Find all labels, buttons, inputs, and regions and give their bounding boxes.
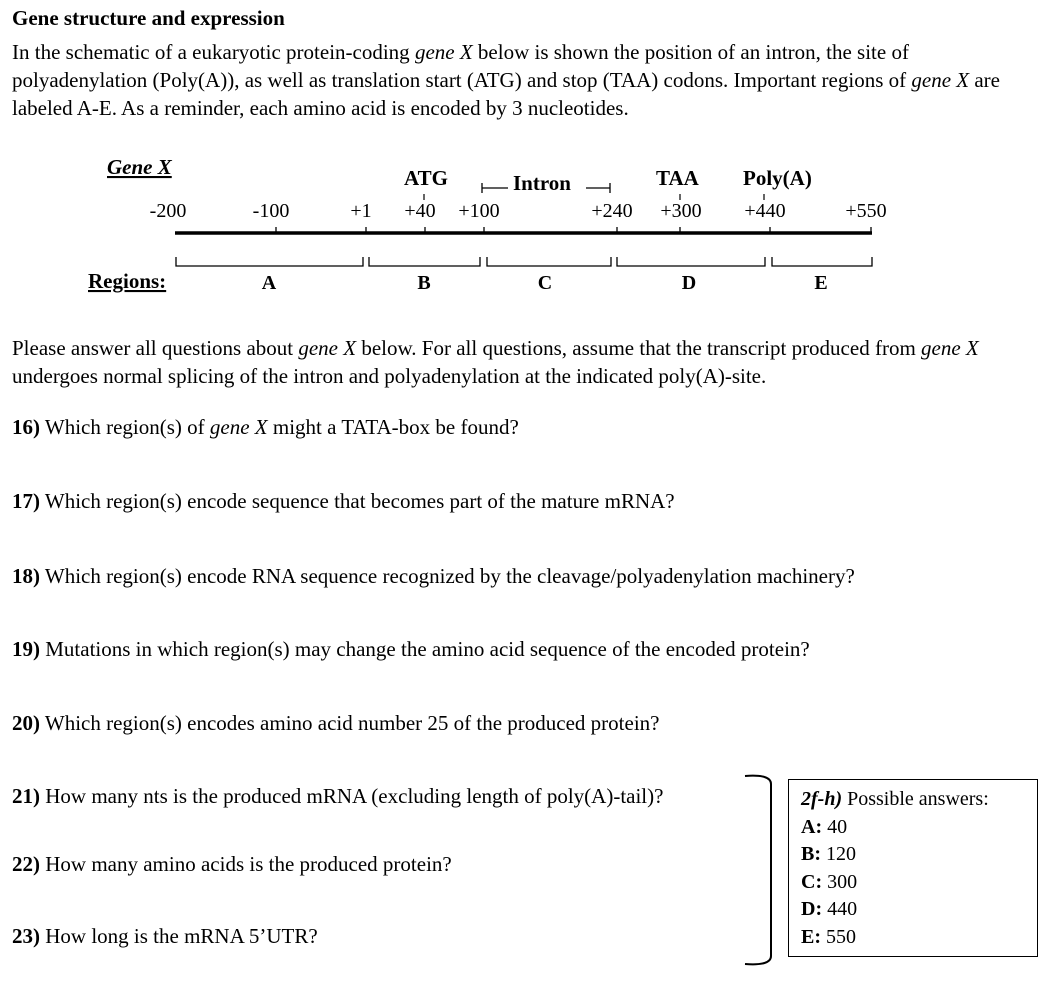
taa-label: TAA [656,166,699,190]
region-bracket-e [772,257,872,266]
intron-label: Intron [513,171,571,195]
pos-label: -200 [149,200,187,222]
region-label-d: D [681,272,697,294]
question-21: 21) How many nts is the produced mRNA (excluding length of poly(A)-tail)? [12,784,664,808]
polya-label: Poly(A) [743,166,812,190]
region-label-e: E [814,272,828,294]
atg-label: ATG [404,166,448,190]
region-label-c: C [537,272,553,294]
intro-paragraph: In the schematic of a eukaryotic protein-coding gene X below is shown the position of an intron, the site of polyadenylation (Poly(A)), as well as translation start (ATG) and stop (TAA) codons. Important regions of gene X are labeled A-E. As a reminder, each amino acid is encoded by 3 nucleotides. [12,40,1000,120]
pos-label: +1 [350,200,372,222]
question-19: 19) Mutations in which region(s) may change the amino acid sequence of the encoded protein? [12,637,810,661]
region-label-b: B [417,272,431,294]
pos-label: +100 [458,200,500,222]
group-bracket [735,770,780,970]
question-18: 18) Which region(s) encode RNA sequence recognized by the cleavage/polyadenylation machinery? [12,564,855,588]
question-20: 20) Which region(s) encodes amino acid number 25 of the produced protein? [12,711,660,735]
gene-x-label: Gene X [107,155,172,179]
answer-option-b: B: 120 [801,843,856,865]
question-23: 23) How long is the mRNA 5’UTR? [12,924,318,948]
question-16: 16) Which region(s) of gene X might a TATA-box be found? [12,415,519,439]
answer-option-d: D: 440 [801,898,858,920]
pos-label: +300 [660,200,702,222]
question-22: 22) How many amino acids is the produced protein? [12,852,452,876]
question-17: 17) Which region(s) encode sequence that becomes part of the mature mRNA? [12,489,675,513]
pos-label: -100 [252,200,290,222]
instructions-paragraph: Please answer all questions about gene X below. For all questions, assume that the transcript produced from gene X undergoes normal splicing of the intron and polyadenylation at the indicated poly(A)-site. [12,336,979,388]
gene-x-diagram [0,150,1048,300]
answers-heading: 2f-h) Possible answers: [801,788,989,810]
region-bracket-a [176,257,363,266]
answer-option-a: A: 40 [801,815,848,838]
region-label-a: A [261,272,277,294]
answer-option-c: C: 300 [801,870,858,893]
pos-label: +440 [744,200,786,222]
region-bracket-d [617,257,765,266]
regions-label: Regions: [88,269,167,293]
region-bracket-b [369,257,480,266]
pos-label: +240 [591,200,633,222]
pos-label: +550 [845,200,887,222]
possible-answers-box [788,779,1038,957]
answer-option-e: E: 550 [801,925,856,948]
page-title: Gene structure and expression [12,6,285,30]
region-bracket-c [487,257,611,266]
pos-label: +40 [404,200,436,222]
